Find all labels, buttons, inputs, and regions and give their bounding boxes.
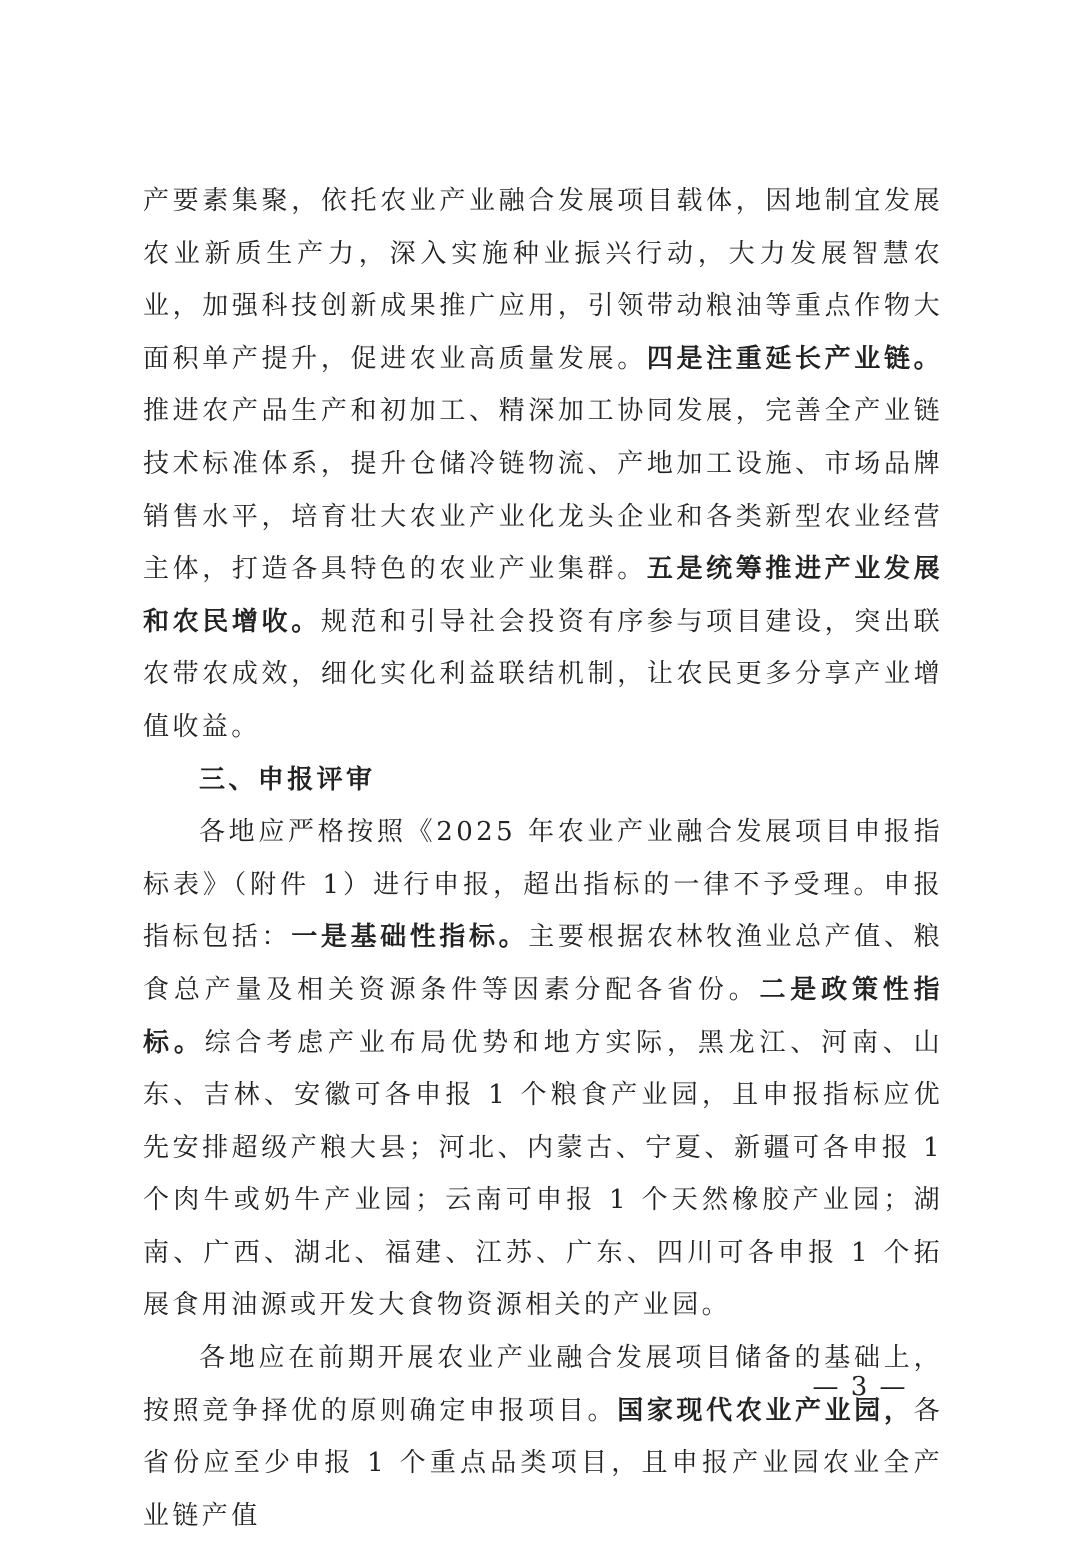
paragraph-text: 各地应严格按照《2025 年农业产业融合发展项目申报指标表》（附件 1）进行申报，超出指标的一律不予受理。申报指标包括： bbox=[143, 817, 943, 953]
section-heading: 三、申报评审 bbox=[199, 764, 376, 795]
paragraph-application-indicators bbox=[143, 806, 943, 1332]
paragraph-text: 推进农产品生产和初加工、精深加工协同发展，完善全产业链技术标准体系，提升仓储冷链物流、产地加工设施、市场品牌销售水平，培育壮大农业产业化龙头企业和各类新型农业经营主体，打造各具特色的农业产业集群。 bbox=[143, 396, 943, 585]
paragraph-project-selection bbox=[143, 1332, 943, 1542]
paragraph-text: 各省份应至少申报 1 个重点品类项目，且申报产业园农业全产业链产值 bbox=[143, 1395, 943, 1531]
bold-key-point: 四是注重延长产业链。 bbox=[646, 343, 943, 374]
paragraph-text: 规范和引导社会投资有序参与项目建设，突出联农带农成效，细化实化利益联结机制，让农民更多分享产业增值收益。 bbox=[143, 606, 943, 742]
page-number: — 3 — bbox=[812, 1372, 908, 1402]
body-text bbox=[143, 175, 943, 1542]
paragraph-text: 综合考虑产业布局优势和地方实际，黑龙江、河南、山东、吉林、安徽可各申报 1 个粮食产业园，且申报指标应优先安排超级产粮大县；河北、内蒙古、宁夏、新疆可各申报 1 个肉牛或奶牛产业园；云南可申报 1 个天然橡胶产业园；湖南、广西、湖北、福建、江苏、广东、四川可各申报 1 个拓展食用油源或开发大食物资源相关的产业园。 bbox=[143, 1027, 943, 1321]
bold-key-point: 国家现代农业产业园， bbox=[617, 1395, 914, 1426]
bold-key-point: 五是统筹推进产业发展和农民增收。 bbox=[143, 554, 943, 637]
paragraph-text: 各地应在前期开展农业产业融合发展项目储备的基础上，按照竞争择优的原则确定申报项目。 bbox=[143, 1343, 943, 1426]
bold-key-point: 二是政策性指标。 bbox=[143, 974, 943, 1058]
bold-key-point: 一是基础性指标。 bbox=[291, 922, 529, 953]
paragraph-continued bbox=[143, 175, 943, 754]
paragraph-text: 主要根据农林牧渔业总产值、粮食总产量及相关资源条件等因素分配各省份。 bbox=[143, 922, 943, 1005]
paragraph-text: 产要素集聚，依托农业产业融合发展项目载体，因地制宜发展农业新质生产力，深入实施种业振兴行动，大力发展智慧农业，加强科技创新成果推广应用，引领带动粮油等重点作物大面积单产提升，促进农业高质量发展。 bbox=[143, 186, 943, 374]
